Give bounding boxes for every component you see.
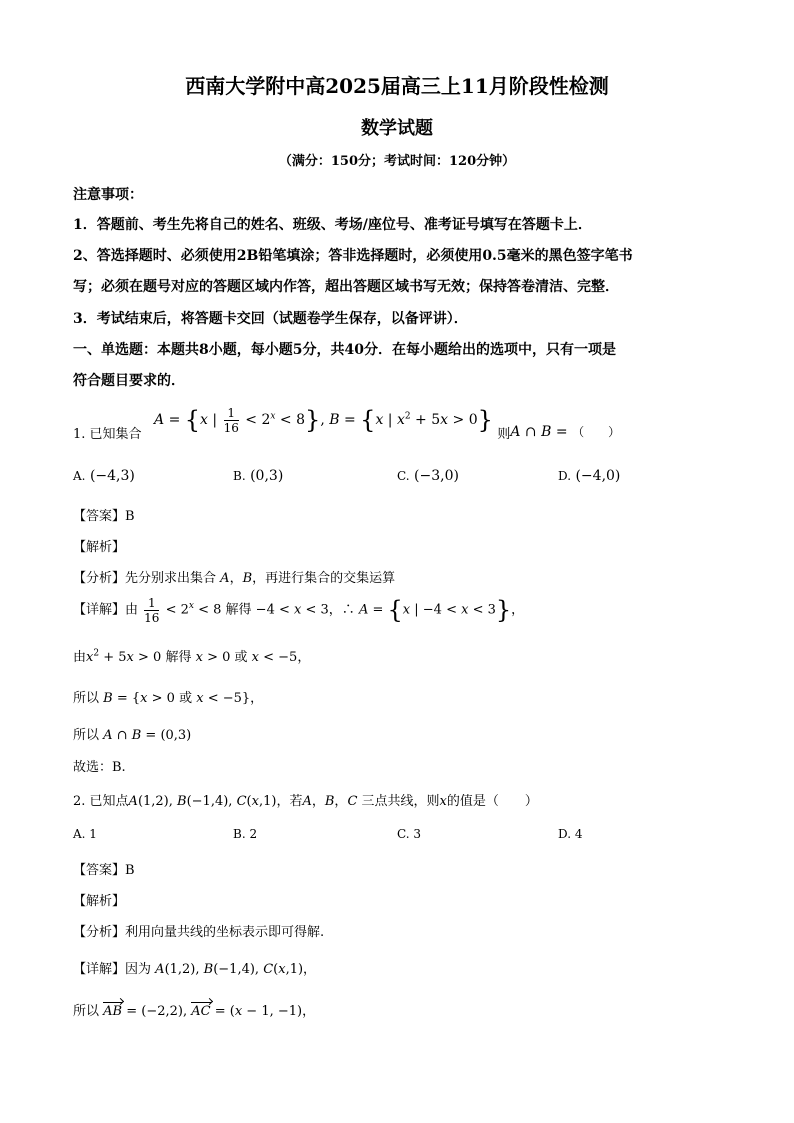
q1-detail-line2: 由$x^2 + 5x > 0$ 解得 x > 0 或 x < −5， [73, 648, 311, 665]
exam-info: （满分：150分；考试时间：120分钟） [278, 154, 516, 169]
q2-option-b: B. 2 [233, 827, 258, 841]
q1-set-expression: A = {x | $\frac{1}{16}$ < $2^x < 8$}, B = {x | $x^2 + 5x > 0$} [154, 405, 493, 435]
q1-paren: （ ） [572, 425, 621, 439]
q1-stem: 1. 已知集合 A = {x | $\frac{1}{16}$ < $2^x < 8$}, B = {x | $x^2 + 5x > 0$} 则A ∩ B = （ ） [73, 405, 621, 442]
q1-detail-line1: 【详解】由 $\frac{1}{16}$ < $2^x < 8$ 解得 −4 < x < 3，∴ A = {x | −4 < x < 3}， [73, 595, 525, 625]
q1-option-c: C. (−3,0) [397, 468, 459, 484]
q1-prefix: 1. 已知集合 [73, 427, 142, 442]
q2-fenxi: 【分析】利用向量共线的坐标表示即可得解. [73, 925, 325, 940]
note-item-2: 2、答选择题时、必须使用2B铅笔填涂；答非选择题时，必须使用0.5毫米的黑色签字笔书 [73, 248, 633, 264]
subject-title: 数学试题 [361, 118, 433, 139]
q2-answer: 【答案】B [73, 863, 135, 878]
q1-analysis-tag: 【解析】 [73, 540, 126, 555]
note-item-4: 3．考试结束后，将答题卡交回（试题卷学生保存，以备评讲）． [73, 311, 468, 327]
notes-heading: 注意事项： [73, 187, 143, 203]
q1-then: 则 [497, 427, 511, 442]
q1-fenxi: 【分析】先分别求出集合 A，B，再进行集合的交集运算 [73, 571, 396, 586]
q1-option-d: D. (−4,0) [558, 468, 621, 484]
q1-detail-line3: 所以 B = {x > 0 或 x < −5}， [73, 691, 264, 706]
q1-option-b: B. (0,3) [233, 468, 284, 484]
q2-analysis-tag: 【解析】 [73, 894, 126, 909]
q1-option-a: A. (−4,3) [73, 468, 135, 484]
note-item-1: 1．答题前、考生先将自己的姓名、班级、考场/座位号、准考证号填写在答题卡上． [73, 217, 592, 233]
q2-detail-line2: 所以 AB = (−2,2), AC = (x − 1, −1)， [73, 1004, 316, 1019]
exam-title: 西南大学附中高2025届高三上11月阶段性检测 [185, 74, 609, 98]
q2-option-d: D. 4 [558, 827, 583, 841]
q2-option-a: A. 1 [73, 827, 97, 841]
section-heading-line1: 一、单选题：本题共8小题，每小题5分，共40分．在每小题给出的选项中，只有一项是 [73, 342, 616, 358]
q1-conclusion: 故选：B. [73, 760, 126, 775]
section-heading-line2: 符合题目要求的． [73, 373, 185, 389]
q2-detail-line1: 【详解】因为 A(1,2), B(−1,4), C(x,1)， [73, 962, 317, 977]
q1-answer: 【答案】B [73, 509, 135, 524]
q2-stem: 2. 已知点A(1,2), B(−1,4), C(x,1)，若A，B，C 三点共线，则x的值是（ ） [73, 794, 538, 809]
q1-detail-line4: 所以 A ∩ B = (0,3) [73, 728, 192, 743]
q2-option-c: C. 3 [397, 827, 422, 841]
note-item-3: 写；必须在题号对应的答题区域内作答，超出答题区域书写无效；保持答卷清洁、完整． [73, 279, 619, 295]
